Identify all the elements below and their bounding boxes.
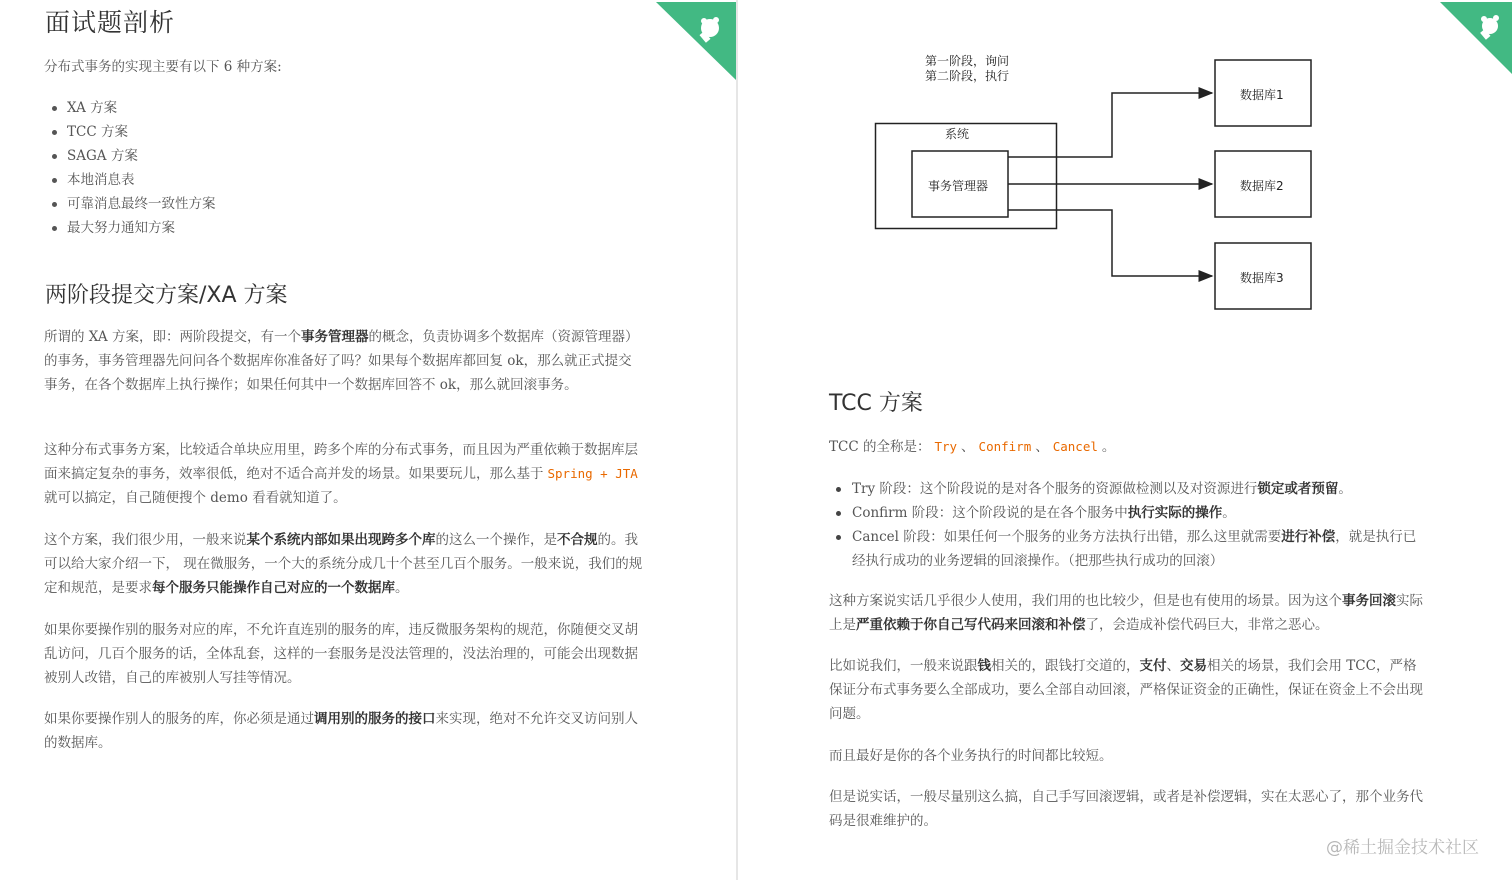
list-item: Confirm 阶段：这个阶段说的是在各个服务中执行实际的操作。	[836, 501, 1426, 525]
tcc-phase-list	[836, 477, 1426, 573]
list-item: 最大努力通知方案	[50, 216, 216, 240]
inline-code: Cancel	[1052, 439, 1098, 454]
list-item: Try 阶段：这个阶段说的是对各个服务的资源做检测以及对资源进行锁定或者预留。	[836, 477, 1426, 501]
inline-code: Try	[934, 439, 958, 454]
arrow-to-database-1	[1008, 93, 1212, 157]
github-corner-icon[interactable]	[656, 2, 736, 84]
transaction-manager-label: 事务管理器	[928, 179, 989, 193]
list-item: XA 方案	[50, 96, 216, 120]
list-item: 本地消息表	[50, 168, 216, 192]
database-1-label: 数据库1	[1240, 88, 1284, 102]
xa-paragraph-1: 所谓的 XA 方案，即：两阶段提交，有一个事务管理器的概念，负责协调多个数据库（资源管理器）的事务，事务管理器先问问各个数据库你准备好了吗？如果每个数据库都回复 ok，那么就正式提交事务，在各个数据库上执行操作；如果任何其中一个数据库回答不 ok，那么就回滚事务。	[44, 329, 639, 393]
xa-paragraph-5: 如果你要操作别人的服务的库，你必须是通过调用别的服务的接口来实现，绝对不允许交叉访问别人的数据库。	[44, 711, 638, 751]
database-3-label: 数据库3	[1240, 271, 1284, 285]
inline-code: Confirm	[978, 439, 1032, 454]
tcc-full-name: TCC 的全称是： Try 、 Confirm 、 Cancel 。	[829, 439, 1116, 455]
tcc-paragraph-1: 这种方案说实话几乎很少人使用，我们用的也比较少，但是也有使用的场景。因为这个事务回滚实际上是严重依赖于你自己写代码来回滚和补偿了，会造成补偿代码巨大，非常之恶心。	[829, 593, 1423, 633]
tcc-paragraph-2: 比如说我们，一般来说跟钱相关的，跟钱打交道的，支付、交易相关的场景，我们会用 TCC，严格保证分布式事务要么全部成功，要么全部自动回滚，严格保证资金的正确性，保证在资金上不会出现问题。	[829, 658, 1423, 722]
diagram-note-line-1: 第一阶段，询问	[925, 54, 1010, 68]
system-label: 系统	[945, 127, 970, 141]
xa-section-heading: 两阶段提交方案/XA 方案	[45, 283, 288, 308]
database-2-label: 数据库2	[1240, 179, 1284, 193]
left-page	[0, 0, 736, 880]
xa-paragraph-3: 这个方案，我们很少用，一般来说某个系统内部如果出现跨多个库的这么一个操作，是不合规的。我可以给大家介绍一下， 现在微服务，一个大的系统分成几十个甚至几百个服务。一般来说，我们的规定和规范，是要求每个服务只能操作自己对应的一个数据库。	[44, 532, 643, 596]
list-item: 可靠消息最终一致性方案	[50, 192, 216, 216]
list-item: TCC 方案	[50, 120, 216, 144]
tcc-paragraph-3: 而且最好是你的各个业务执行的时间都比较短。	[829, 748, 1113, 764]
arrow-to-database-3	[1008, 210, 1212, 276]
inline-code: Spring + JTA	[547, 466, 638, 481]
xa-architecture-diagram	[860, 45, 1330, 330]
watermark: @稀土掘金技术社区	[1326, 838, 1479, 858]
tcc-section-heading: TCC 方案	[829, 391, 923, 416]
page-title: 面试题剖析	[45, 8, 176, 37]
scheme-list	[50, 96, 216, 240]
xa-paragraph-2: 这种分布式事务方案，比较适合单块应用里，跨多个库的分布式事务，而且因为严重依赖于数据库层面来搞定复杂的事务，效率很低，绝对不适合高并发的场景。如果要玩儿，那么基于 Spring + JTA就可以搞定，自己随便搜个 demo 看看就知道了。	[44, 438, 644, 510]
tcc-paragraph-4: 但是说实话，一般尽量别这么搞，自己手写回滚逻辑，或者是补偿逻辑，实在太恶心了，那个业务代码是很难维护的。	[829, 789, 1423, 829]
github-corner-icon[interactable]	[1440, 2, 1512, 78]
list-item: SAGA 方案	[50, 144, 216, 168]
xa-paragraph-4: 如果你要操作别的服务对应的库，不允许直连别的服务的库，违反微服务架构的规范，你随便交叉胡乱访问，几百个服务的话，全体乱套，这样的一套服务是没法管理的，没法治理的，可能会出现数据被别人改错，自己的库被别人写挂等情况。	[44, 622, 638, 686]
diagram-note-line-2: 第二阶段，执行	[925, 69, 1010, 83]
intro-text: 分布式事务的实现主要有以下 6 种方案:	[44, 59, 282, 75]
list-item: Cancel 阶段：如果任何一个服务的业务方法执行出错，那么这里就需要进行补偿，就是执行已经执行成功的业务逻辑的回滚操作。（把那些执行成功的回滚）	[836, 525, 1426, 573]
